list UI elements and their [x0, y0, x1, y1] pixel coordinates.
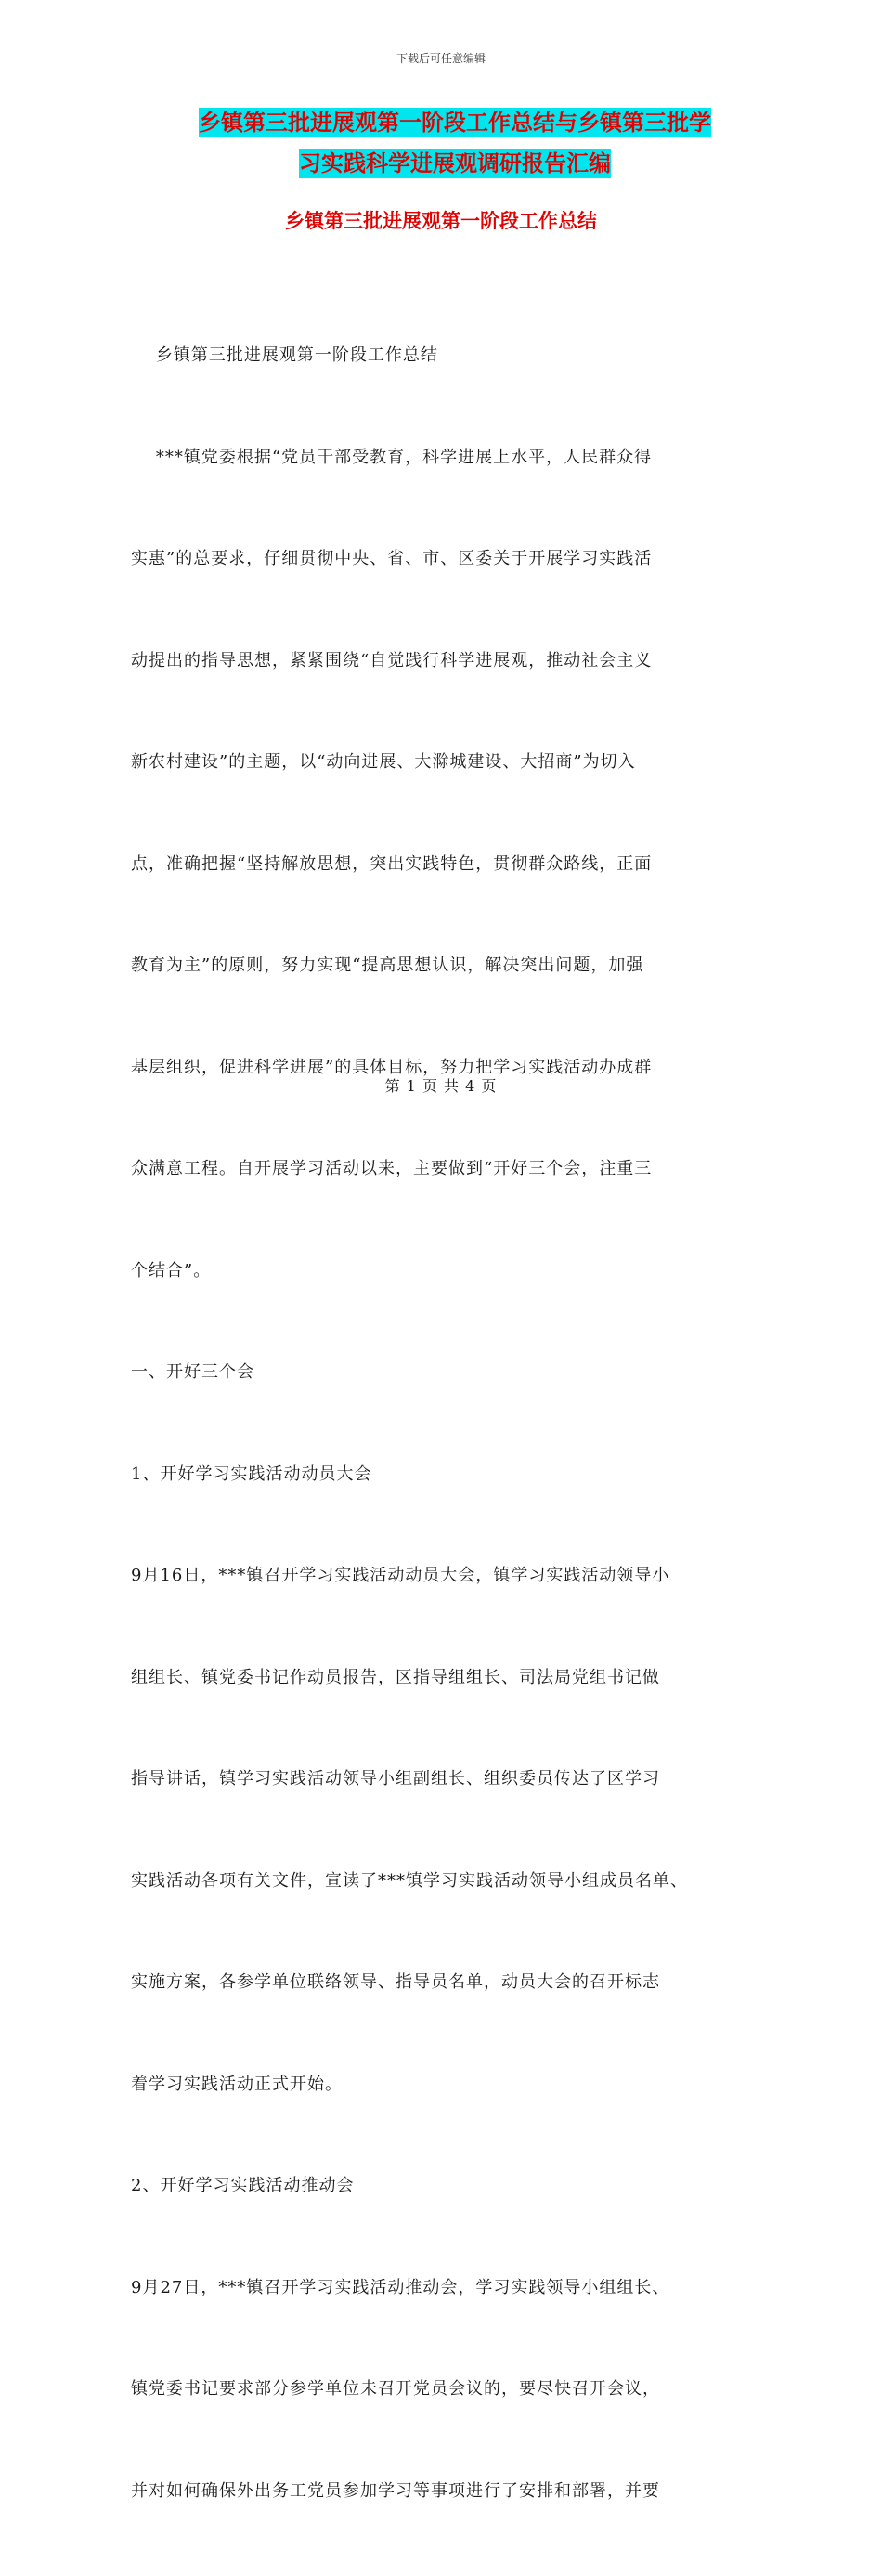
- body-line: ***镇党委根据“党员干部受教育，科学进展上水平，人民群众得: [131, 447, 653, 467]
- subheading-line: 1、开好学习实践活动动员大会: [131, 1464, 372, 1484]
- header-note: 下载后可任意编辑: [396, 52, 486, 65]
- body-line: 实施方案，各参学单位联络领导、指导员名单，动员大会的召开标志: [131, 1972, 660, 1992]
- body-line: 新农村建设”的主题，以“动向进展、大滁城建设、大招商”为切入: [131, 752, 636, 772]
- body-line: 众满意工程。自开展学习活动以来，主要做到“开好三个会，注重三: [131, 1159, 653, 1178]
- body-line: 实践活动各项有关文件，宣读了***镇学习实践活动领导小组成员名单、: [131, 1870, 688, 1891]
- body-line: 组组长、镇党委书记作动员报告，区指导组组长、司法局党组书记做: [131, 1667, 660, 1687]
- body-line: 指导讲话，镇学习实践活动领导小组副组长、组织委员传达了区学习: [131, 1769, 660, 1789]
- main-title-line-2: 习实践科学进展观调研报告汇编: [299, 150, 611, 176]
- body-line: 实惠”的总要求，仔细贯彻中央、省、市、区委关于开展学习实践活: [131, 549, 653, 568]
- body-line: 个结合”。: [131, 1260, 212, 1281]
- body-line: 教育为主”的原则，努力实现“提高思想认识，解决突出问题，加强: [131, 956, 644, 975]
- main-title: [130, 102, 780, 184]
- main-title-line-1: 乡镇第三批进展观第一阶段工作总结与乡镇第三批学: [199, 110, 711, 136]
- heading-line: 一、开好三个会: [131, 1362, 254, 1382]
- page-footer: 第 1 页 共 4 页: [384, 1077, 498, 1095]
- body-line: 镇党委书记要求部分参学单位未召开党员会议的，要尽快召开会议，: [131, 2379, 660, 2399]
- body-line: 9月16日，***镇召开学习实践活动动员大会，镇学习实践活动领导小: [131, 1566, 670, 1585]
- body-line: 并对如何确保外出务工党员参加学习等事项进行了安排和部署，并要: [131, 2480, 660, 2501]
- subheading-line: 2、开好学习实践活动推动会: [131, 2176, 355, 2195]
- body-line: 9月27日，***镇召开学习实践活动推动会，学习实践领导小组组长、: [131, 2277, 670, 2297]
- body-line: 动提出的指导思想，紧紧围绕“自觉践行科学进展观，推动社会主义: [131, 650, 653, 670]
- body-line: 乡镇第三批进展观第一阶段工作总结: [131, 345, 438, 365]
- section-title: 乡镇第三批进展观第一阶段工作总结: [285, 210, 597, 232]
- body-line: 点，准确把握“坚持解放思想，突出实践特色，贯彻群众路线，正面: [131, 853, 653, 874]
- body-text: [131, 271, 772, 2576]
- body-line: 基层组织，促进科学进展”的具体目标，努力把学习实践活动办成群: [131, 1057, 653, 1077]
- body-line: 着学习实践活动正式开始。: [131, 2074, 343, 2094]
